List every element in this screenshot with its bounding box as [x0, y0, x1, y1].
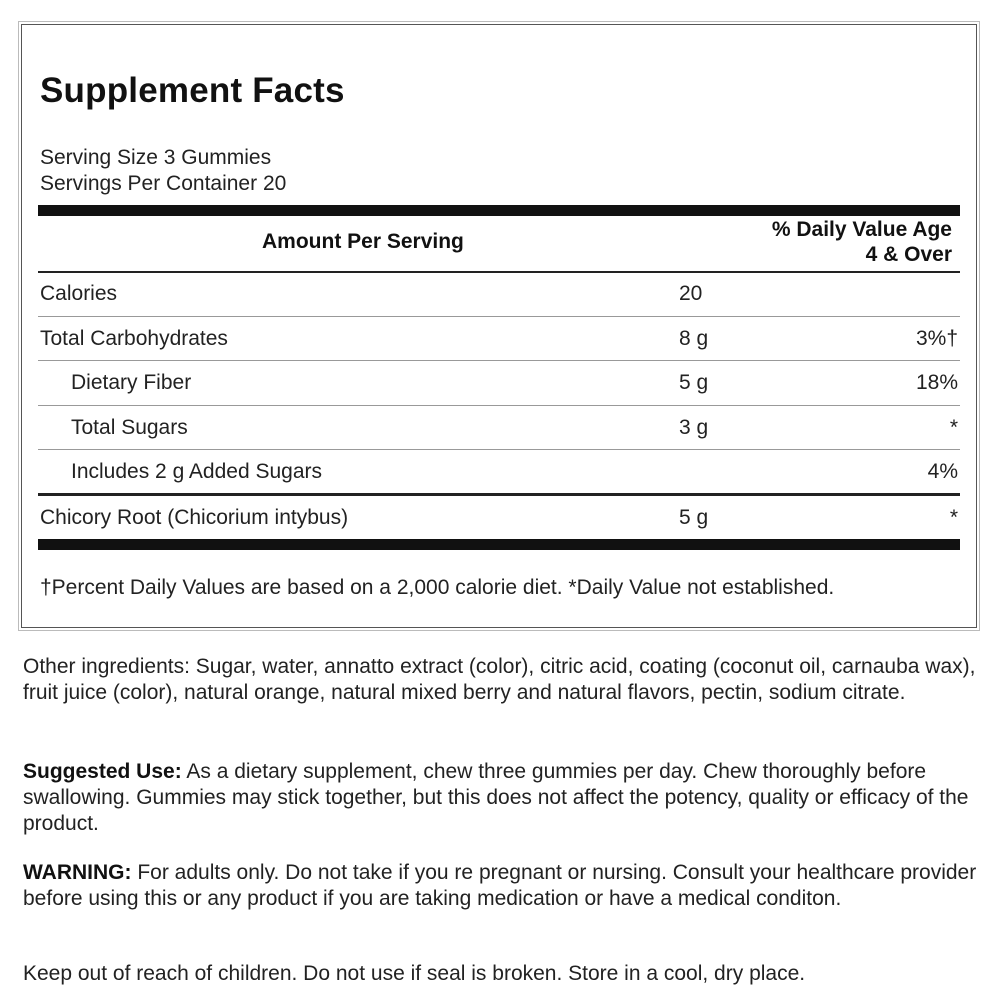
row-total-carbohydrates-name: Total Carbohydrates — [40, 327, 228, 350]
storage-note: Keep out of reach of children. Do not use if seal is broken. Store in a cool, dry place. — [23, 962, 806, 985]
facts-title: Supplement Facts — [40, 71, 345, 110]
row-total-carbohydrates-dv: 3%† — [915, 327, 958, 350]
row-chicory-root-amount: 5 g — [679, 506, 709, 529]
row-total-sugars-name: Total Sugars — [71, 416, 188, 439]
row-total-sugars-dv: * — [949, 416, 958, 439]
header-daily-value — [772, 217, 952, 267]
row-chicory-root-dv: * — [949, 506, 958, 529]
suggested-use-label: Suggested Use: — [23, 760, 182, 783]
suggested-use — [23, 759, 983, 837]
suggested-use-text: As a dietary supplement, chew three gummies per day. Chew thoroughly before swallowing. Gummies may stick together, but this does not affect the potency, quality or efficacy of the product. — [23, 760, 969, 835]
supplement-facts-panel — [21, 24, 977, 628]
servings-per-container: Servings Per Container 20 — [40, 172, 287, 195]
row-dietary-fiber-dv: 18% — [915, 371, 958, 394]
row-calories-name: Calories — [40, 282, 118, 305]
row-divider — [38, 449, 960, 450]
row-dietary-fiber-amount: 5 g — [679, 371, 709, 394]
row-divider — [38, 405, 960, 406]
daily-value-footnote: †Percent Daily Values are based on a 2,000 calorie diet. *Daily Value not established. — [40, 576, 835, 599]
header-amount-per-serving: Amount Per Serving — [262, 230, 464, 253]
medium-divider — [38, 493, 960, 496]
row-added-sugars-name: Includes 2 g Added Sugars — [71, 460, 323, 483]
warning-text: For adults only. Do not take if you re pregnant or nursing. Consult your healthcare provider before using this or any product if you are taking medication or have a medical conditon. — [23, 861, 977, 910]
row-total-carbohydrates-amount: 8 g — [679, 327, 709, 350]
header-divider — [38, 271, 960, 273]
row-divider — [38, 360, 960, 361]
serving-size: Serving Size 3 Gummies — [40, 146, 272, 169]
thick-divider-bottom — [38, 539, 960, 550]
row-chicory-root-name: Chicory Root (Chicorium intybus) — [40, 506, 349, 529]
header-daily-value-line1: % Daily Value Age — [771, 218, 952, 241]
row-total-sugars-amount: 3 g — [679, 416, 709, 439]
row-calories-amount: 20 — [679, 282, 703, 305]
row-added-sugars-dv: 4% — [927, 460, 958, 483]
row-divider — [38, 316, 960, 317]
other-ingredients: Other ingredients: Sugar, water, annatto extract (color), citric acid, coating (coconut oil, carnauba wax), fruit juice (color), natural orange, natural mixed berry and natural flavors, pectin, sodium citrate. — [23, 655, 976, 704]
header-daily-value-line2: 4 & Over — [865, 243, 952, 266]
row-dietary-fiber-name: Dietary Fiber — [71, 371, 192, 394]
warning — [23, 860, 983, 912]
warning-label: WARNING: — [23, 861, 132, 884]
thick-divider-top — [38, 205, 960, 216]
